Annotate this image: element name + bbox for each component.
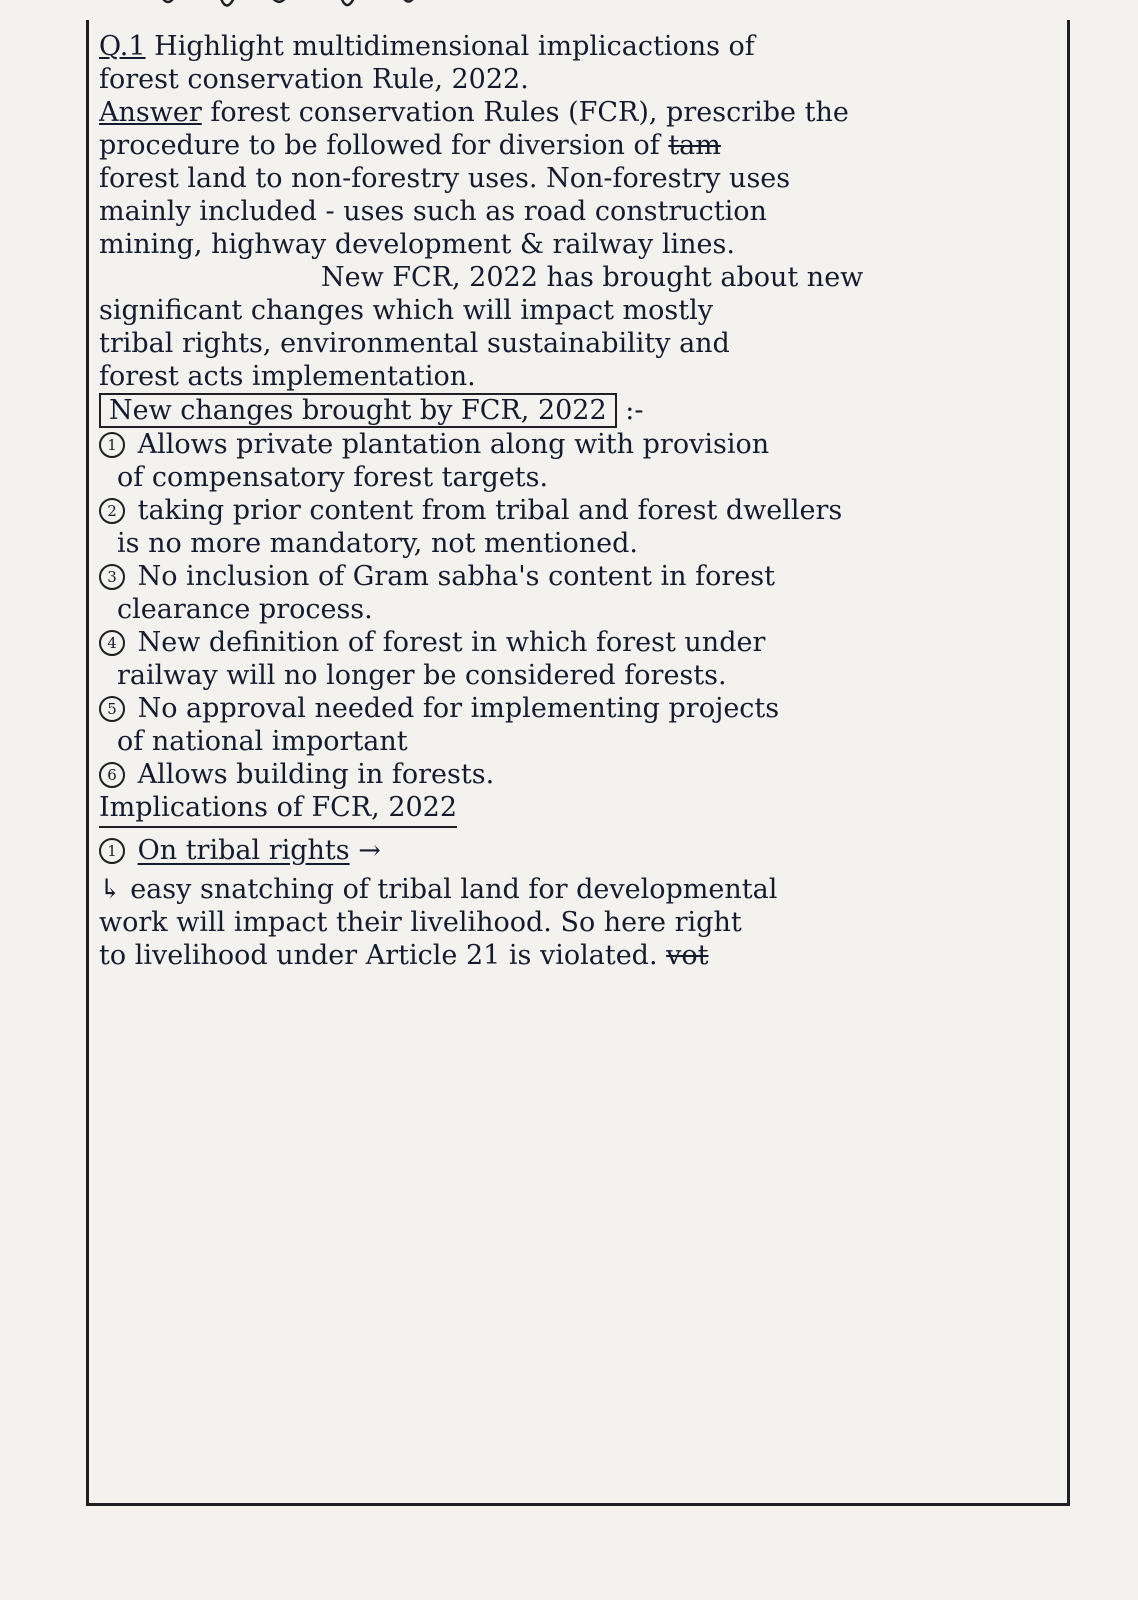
- page-top-scrawl: [150, 0, 450, 18]
- implications-body-line-2: work will impact their livelihood. So here right: [99, 907, 742, 938]
- list-item: 3 No inclusion of Gram sabha's content in forest: [99, 560, 1047, 593]
- changes-list: [99, 428, 1047, 791]
- changes-heading-row: [99, 393, 1047, 428]
- implications-heading: Implications of FCR, 2022: [99, 791, 457, 828]
- list-item: 4 New definition of forest in which forest under: [99, 626, 1047, 659]
- struck-word: vot: [666, 940, 709, 971]
- answer-line-5: mining, highway development & railway lines.: [99, 229, 735, 260]
- answer-line-1: Answer forest conservation Rules (FCR), prescribe the: [99, 97, 849, 128]
- struck-word: tam: [668, 130, 721, 161]
- changes-heading: New changes brought by FCR, 2022: [99, 393, 617, 428]
- implications-subheading-row: [99, 834, 1047, 867]
- question-label: Q.1: [99, 31, 146, 62]
- list-item-continuation: clearance process.: [117, 594, 373, 625]
- implications-body-line-3: to livelihood under Article 21 is violated. vot: [99, 940, 709, 971]
- implications-heading-row: [99, 791, 1047, 828]
- question-title-line-2: forest conservation Rule, 2022.: [99, 64, 529, 95]
- answer-line-6: New FCR, 2022 has brought about new: [321, 262, 864, 293]
- arrow-icon: →: [358, 835, 381, 866]
- answer-line-2: procedure to be followed for diversion of tam: [99, 130, 721, 161]
- answer-line-4: mainly included - uses such as road construction: [99, 196, 767, 227]
- answer-line-3: forest land to non-forestry uses. Non-forestry uses: [99, 163, 791, 194]
- answer-line-7: significant changes which will impact mostly: [99, 295, 713, 326]
- implications-subheading: On tribal rights: [137, 835, 350, 866]
- list-item-continuation: railway will no longer be considered forests.: [117, 660, 727, 691]
- list-item: 5 No approval needed for implementing projects: [99, 692, 1047, 725]
- list-item: 1 Allows private plantation along with provision: [99, 428, 1047, 461]
- answer-label: Answer: [99, 97, 202, 128]
- implications-sub-num: 1: [99, 838, 125, 864]
- list-item-continuation: of national important: [117, 726, 408, 757]
- answer-line-8: tribal rights, environmental sustainability and: [99, 328, 730, 359]
- question-title-line-1: [99, 30, 1047, 63]
- list-item: 6 Allows building in forests.: [99, 758, 1047, 791]
- handwritten-answer-sheet: [86, 20, 1070, 1506]
- answer-line-9: forest acts implementation.: [99, 361, 476, 392]
- question-title: Highlight multidimensional implicactions of: [154, 31, 755, 62]
- list-item: 2 taking prior content from tribal and forest dwellers: [99, 494, 1047, 527]
- implications-body-line-1: ↳ easy snatching of tribal land for developmental: [99, 874, 778, 905]
- list-item-continuation: of compensatory forest targets.: [117, 462, 549, 493]
- list-item-continuation: is no more mandatory, not mentioned.: [117, 528, 638, 559]
- changes-heading-suffix: :-: [625, 395, 644, 426]
